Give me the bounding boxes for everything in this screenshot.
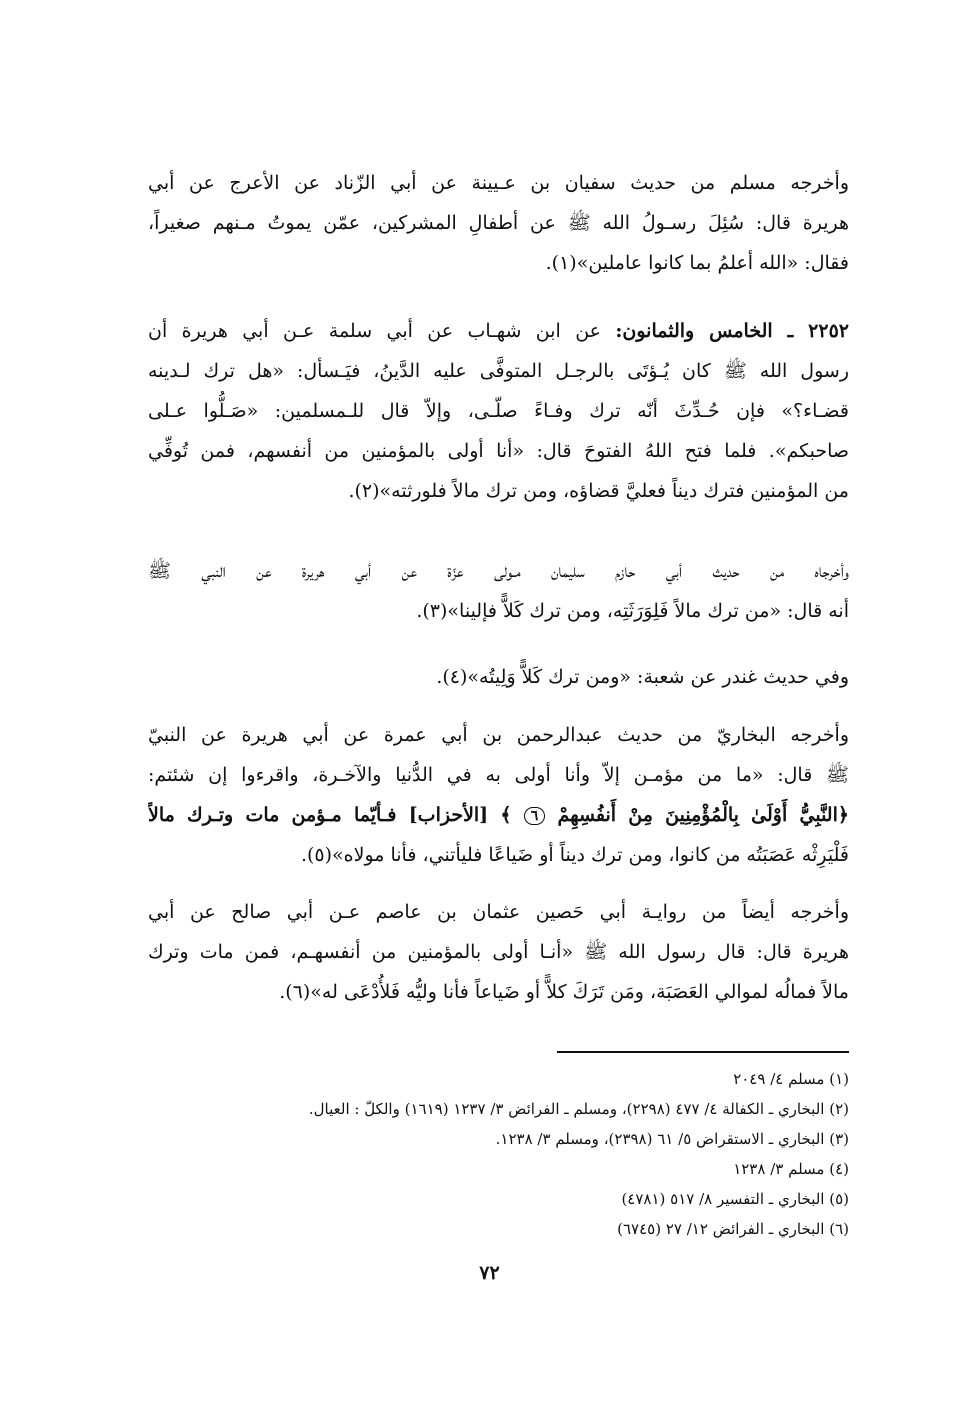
footnote: (٢) البخاري ـ الكفالة ٤/ ٤٧٧ (٢٢٩٨)، ومسلم ـ الفرائض ٣/ ١٢٣٧ (١٦١٩) والكلّ : العيال.	[308, 1100, 849, 1118]
text-line: وأخرجه مسلم من حديث سفيان بن عـيينة عن أبي الزّناد عن الأعرج عن أبي	[148, 172, 849, 194]
text-line: وأخرجاه من حديث أبي حازم سليمان مـولى عزّة عن أبي هريرة عن النبي ﷺ	[148, 560, 849, 582]
text-line: مالاً فمالُه لموالي العَصَبَة، ومَن تَرَكَ كلاًّ أو ضَياعاً فأنا وليُّه فَلأُدْعَى له»(٦).	[279, 981, 849, 1003]
footnotes	[148, 1064, 849, 1244]
text-line: صاحبكم». فلما فتح اللهُ الفتوحَ قال: «أنا أولى بالمؤمنين من أنفسهم، فمن تُوفِّي	[148, 440, 849, 462]
paragraph-3	[148, 551, 849, 631]
footnote: (١) مسلم ٤/ ٢٠٤٩	[733, 1070, 849, 1088]
text-line: وأخرجه البخاريّ من حديث عبدالرحمن بن أبي عمرة عن أبي هريرة عن النبيّ	[148, 724, 849, 746]
text-line: فقال: «الله أعلمُ بما كانوا عاملين»(١).	[545, 252, 849, 274]
text-line: هريرة قال: سُئِلَ رسـولُ الله ﷺ عن أطفالِ المشركين، عمّن يموتُ مـنهم صغيراً،	[148, 212, 849, 234]
paragraph-4	[148, 657, 849, 697]
text-line: هريرة قال: قال رسول الله ﷺ «أنـا أولى بالمؤمنين من أنفسهـم، فمن مات وترك	[148, 941, 849, 963]
text-line: ﷺ قال: «ما من مؤمـن إلاّ وأنا أولى به في الدُّنيا والآخـرة، واقرءوا إن شئتم:	[148, 764, 849, 786]
text-line: وأخرجه أيضاً من روايـة أبي حَصين عثمان بن عاصم عـن أبي صالح عن أبي	[148, 901, 849, 923]
footnote: (٣) البخاري ـ الاستقراض ٥/ ٦١ (٢٣٩٨)، ومسلم ٣/ ١٢٣٨.	[495, 1130, 849, 1148]
paragraph-5	[148, 715, 849, 875]
text-line: فَلْيَرِثْه عَصَبَتُه من كانوا، ومن ترك ديناً أو ضَياعًا فليأتني، فأنا مولاه»(٥).	[300, 844, 849, 866]
text-line: رسول الله ﷺ كان يُـؤتَى بالرجـل المتوفَّى عليه الدَّينُ، فيَـسأل: «هل ترك لـدينه	[148, 360, 849, 382]
text-line: أنه قال: «من ترك مالاً فَلِوَرَثَتِه، ومن ترك كَلاًّ فإلينا»(٣).	[416, 600, 849, 622]
footnote: (٤) مسلم ٣/ ١٢٣٨	[733, 1160, 849, 1178]
hadith-heading: ٢٢٥٢ ـ الخامس والثمانون:	[615, 320, 849, 342]
paragraph-2	[148, 311, 849, 511]
page-number: ٧٢	[479, 1262, 500, 1284]
text-line: من المؤمنين فترك ديناً فعليَّ قضاؤه، ومن ترك مالاً فلورثته»(٢).	[348, 480, 849, 502]
text-line	[148, 311, 849, 351]
ayah-number-marker: ٦	[524, 807, 546, 825]
text-line: قضـاء؟» فإن حُـدِّثَ أنّه ترك وفـاءً صلّـى، وإلاّ قال للـمسلمين: «صَـلُّوا عـلى	[148, 400, 849, 422]
footnote: (٦) البخاري ـ الفرائض ١٢/ ٢٧ (٦٧٤٥)	[617, 1220, 849, 1238]
text-fragment: عن ابن شهـاب عن أبي سلمة عـن أبي هريرة أن	[148, 320, 616, 342]
text-line: وفي حديث غندر عن شعبة: «ومن ترك كَلاًّ وَلِيتُه»(٤).	[436, 666, 849, 688]
footnote-divider	[557, 1051, 849, 1053]
paragraph-6	[148, 892, 849, 1012]
footnote: (٥) البخاري ـ التفسير ٨/ ٥١٧ (٤٧٨١)	[621, 1190, 849, 1208]
paragraph-1	[148, 163, 849, 283]
quran-verse-line: ﴿النَّبِيُّ أَوْلَىٰ بِالْمُؤْمِنِينَ مِنْ أَنفُسِهِمْ ٦ ﴾ [الأحزاب] فـأيّما مـؤمن مات وتـرك مالاً	[148, 804, 849, 826]
